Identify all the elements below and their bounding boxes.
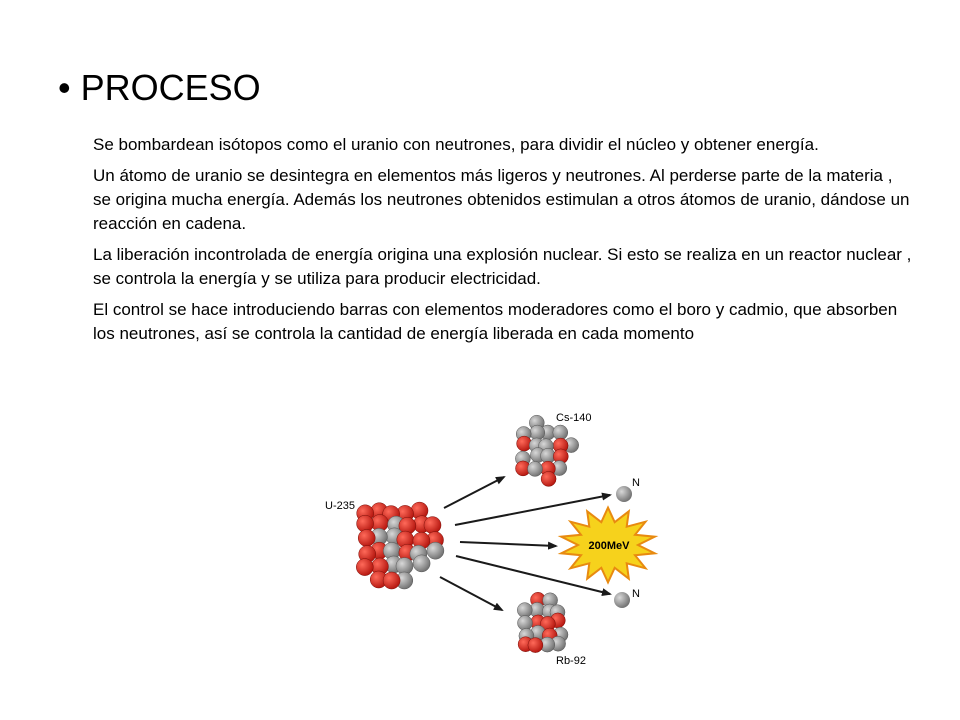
proton bbox=[356, 559, 373, 576]
arrow-to-rb92 bbox=[440, 577, 502, 610]
title-bullet: • bbox=[58, 67, 71, 108]
proton bbox=[383, 572, 400, 589]
arrow-to-energy bbox=[460, 542, 556, 546]
proton bbox=[541, 471, 556, 486]
title-text: PROCESO bbox=[80, 67, 261, 108]
neutron bbox=[413, 555, 430, 572]
free-neutron-bottom bbox=[614, 592, 630, 608]
proton bbox=[424, 517, 441, 534]
label-neutron-top: N bbox=[632, 477, 640, 489]
u235-nucleus bbox=[356, 502, 444, 589]
neutron bbox=[518, 616, 533, 631]
neutron bbox=[553, 425, 568, 440]
label-rb92: Rb-92 bbox=[556, 655, 586, 667]
proton bbox=[528, 638, 543, 653]
label-u235: U-235 bbox=[325, 500, 355, 512]
proton bbox=[358, 530, 375, 547]
label-neutron-bottom: N bbox=[632, 588, 640, 600]
free-neutron-top bbox=[616, 486, 632, 502]
neutron bbox=[528, 461, 543, 476]
cs140-nucleus bbox=[515, 415, 578, 486]
paragraph-2: Un átomo de uranio se desintegra en elementos más ligeros y neutrones. Al perderse parte de la materia , se origina mucha energía. Además los neutrones obtenidos estimulan a otros átomos de uranio, dándose un reacción en cadena. bbox=[93, 166, 910, 233]
neutron bbox=[427, 542, 444, 559]
arrow-to-cs140 bbox=[444, 477, 504, 508]
paragraph-3: La liberación incontrolada de energía origina una explosión nuclear. Si esto se realiza en un reactor nuclear , se controla la energía y se utiliza para producir electricidad. bbox=[93, 245, 912, 288]
rb92-nucleus bbox=[517, 592, 568, 652]
paragraph-4: El control se hace introduciendo barras con elementos moderadores como el boro y cadmio, que absorben los neutrones, así se controla la cantidad de energía liberada en cada momento bbox=[93, 300, 898, 343]
label-cs140: Cs-140 bbox=[556, 412, 592, 424]
paragraph-1: Se bombardean isótopos como el uranio con neutrones, para dividir el núcleo y obtener energía. bbox=[93, 135, 819, 154]
label-energy: 200MeV bbox=[588, 540, 630, 552]
